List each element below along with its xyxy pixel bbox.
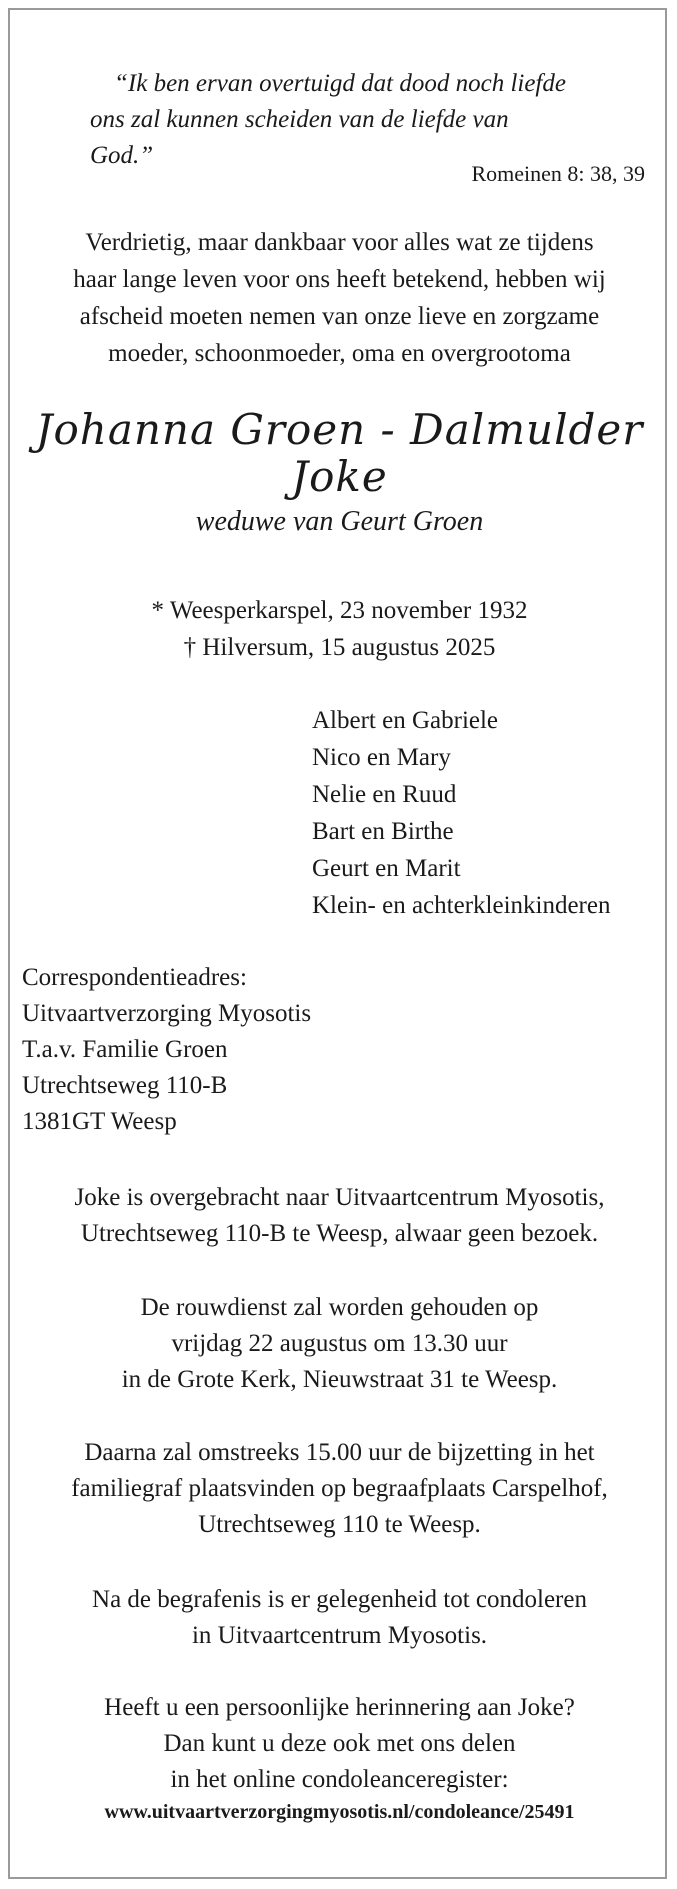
intro-line: afscheid moeten nemen van onze lieve en zorgzame: [79, 303, 600, 330]
address-line: Correspondentieadres:: [22, 964, 247, 991]
address-line: Utrechtseweg 110-B: [22, 1072, 228, 1099]
intro-text: [10, 224, 669, 372]
correspondence-address: [22, 960, 311, 1140]
address-line: Uitvaartverzorging Myosotis: [22, 1000, 312, 1027]
verse-line-1: “Ik ben ervan overtuigd dat dood noch liefde: [114, 70, 566, 97]
paragraph-line: vrijdag 22 augustus om 13.30 uur: [171, 1330, 508, 1357]
family-member: Albert en Gabriele: [312, 707, 499, 734]
obituary-card: [8, 8, 667, 1879]
paragraph-line: in de Grote Kerk, Nieuwstraat 31 te Weesp.: [121, 1366, 558, 1393]
paragraph-line: Daarna zal omstreeks 15.00 uur de bijzetting in het: [84, 1439, 595, 1466]
paragraph-line: Joke is overgebracht naar Uitvaartcentrum Myosotis,: [74, 1184, 605, 1211]
widow-of: weduwe van Geurt Groen: [195, 506, 484, 537]
paragraph-line: Heeft u een persoonlijke herinnering aan Joke?: [104, 1694, 575, 1721]
verse-line-2: ons zal kunnen scheiden van de liefde van God.”: [90, 106, 509, 169]
family-list: [312, 702, 610, 924]
intro-line: Verdrietig, maar dankbaar voor alles wat ze tijdens: [85, 229, 594, 256]
family-member: Nelie en Ruud: [312, 781, 457, 808]
verse-reference: Romeinen 8: 38, 39: [471, 161, 645, 186]
paragraph-line: in het online condoleanceregister:: [170, 1766, 509, 1793]
intro-line: haar lange leven voor ons heeft betekend, hebben wij: [73, 266, 606, 293]
paragraph-line: familiegraf plaatsvinden op begraafplaats Carspelhof,: [71, 1475, 608, 1502]
intro-line: moeder, schoonmoeder, oma en overgrootoma: [108, 340, 571, 367]
family-member: Klein- en achterkleinkinderen: [312, 892, 611, 919]
birth-line: * Weesperkarspel, 23 november 1932: [151, 597, 528, 624]
paragraph-line: in Uitvaartcentrum Myosotis.: [191, 1622, 488, 1649]
paragraph-line: Dan kunt u deze ook met ons delen: [163, 1730, 516, 1757]
nickname: Joke: [291, 452, 388, 501]
family-member: Geurt en Marit: [312, 855, 461, 882]
address-line: T.a.v. Familie Groen: [22, 1036, 228, 1063]
burial-paragraph: [10, 1435, 669, 1543]
address-line: 1381GT Weesp: [22, 1108, 177, 1135]
bible-verse: [90, 66, 570, 174]
full-name: Johanna Groen - Dalmulder: [35, 405, 644, 454]
paragraph-line: De rouwdienst zal worden gehouden op: [140, 1294, 539, 1321]
death-line: † Hilversum, 15 augustus 2025: [183, 634, 496, 661]
family-member: Nico en Mary: [312, 744, 451, 771]
paragraph-line: Utrechtseweg 110-B te Weesp, alwaar geen bezoek.: [80, 1220, 599, 1247]
family-member: Bart en Birthe: [312, 818, 454, 845]
paragraph-line: Na de begrafenis is er gelegenheid tot condoleren: [92, 1586, 587, 1613]
condolence-paragraph: [10, 1582, 669, 1654]
condolence-register-link[interactable]: www.uitvaartverzorgingmyosotis.nl/condoleance/25491: [104, 1801, 575, 1823]
service-paragraph: [10, 1290, 669, 1398]
memory-paragraph: [10, 1690, 669, 1798]
life-dates: [10, 592, 669, 666]
paragraph-line: Utrechtseweg 110 te Weesp.: [198, 1511, 481, 1538]
deceased-name: [10, 406, 669, 500]
transfer-paragraph: [10, 1180, 669, 1252]
